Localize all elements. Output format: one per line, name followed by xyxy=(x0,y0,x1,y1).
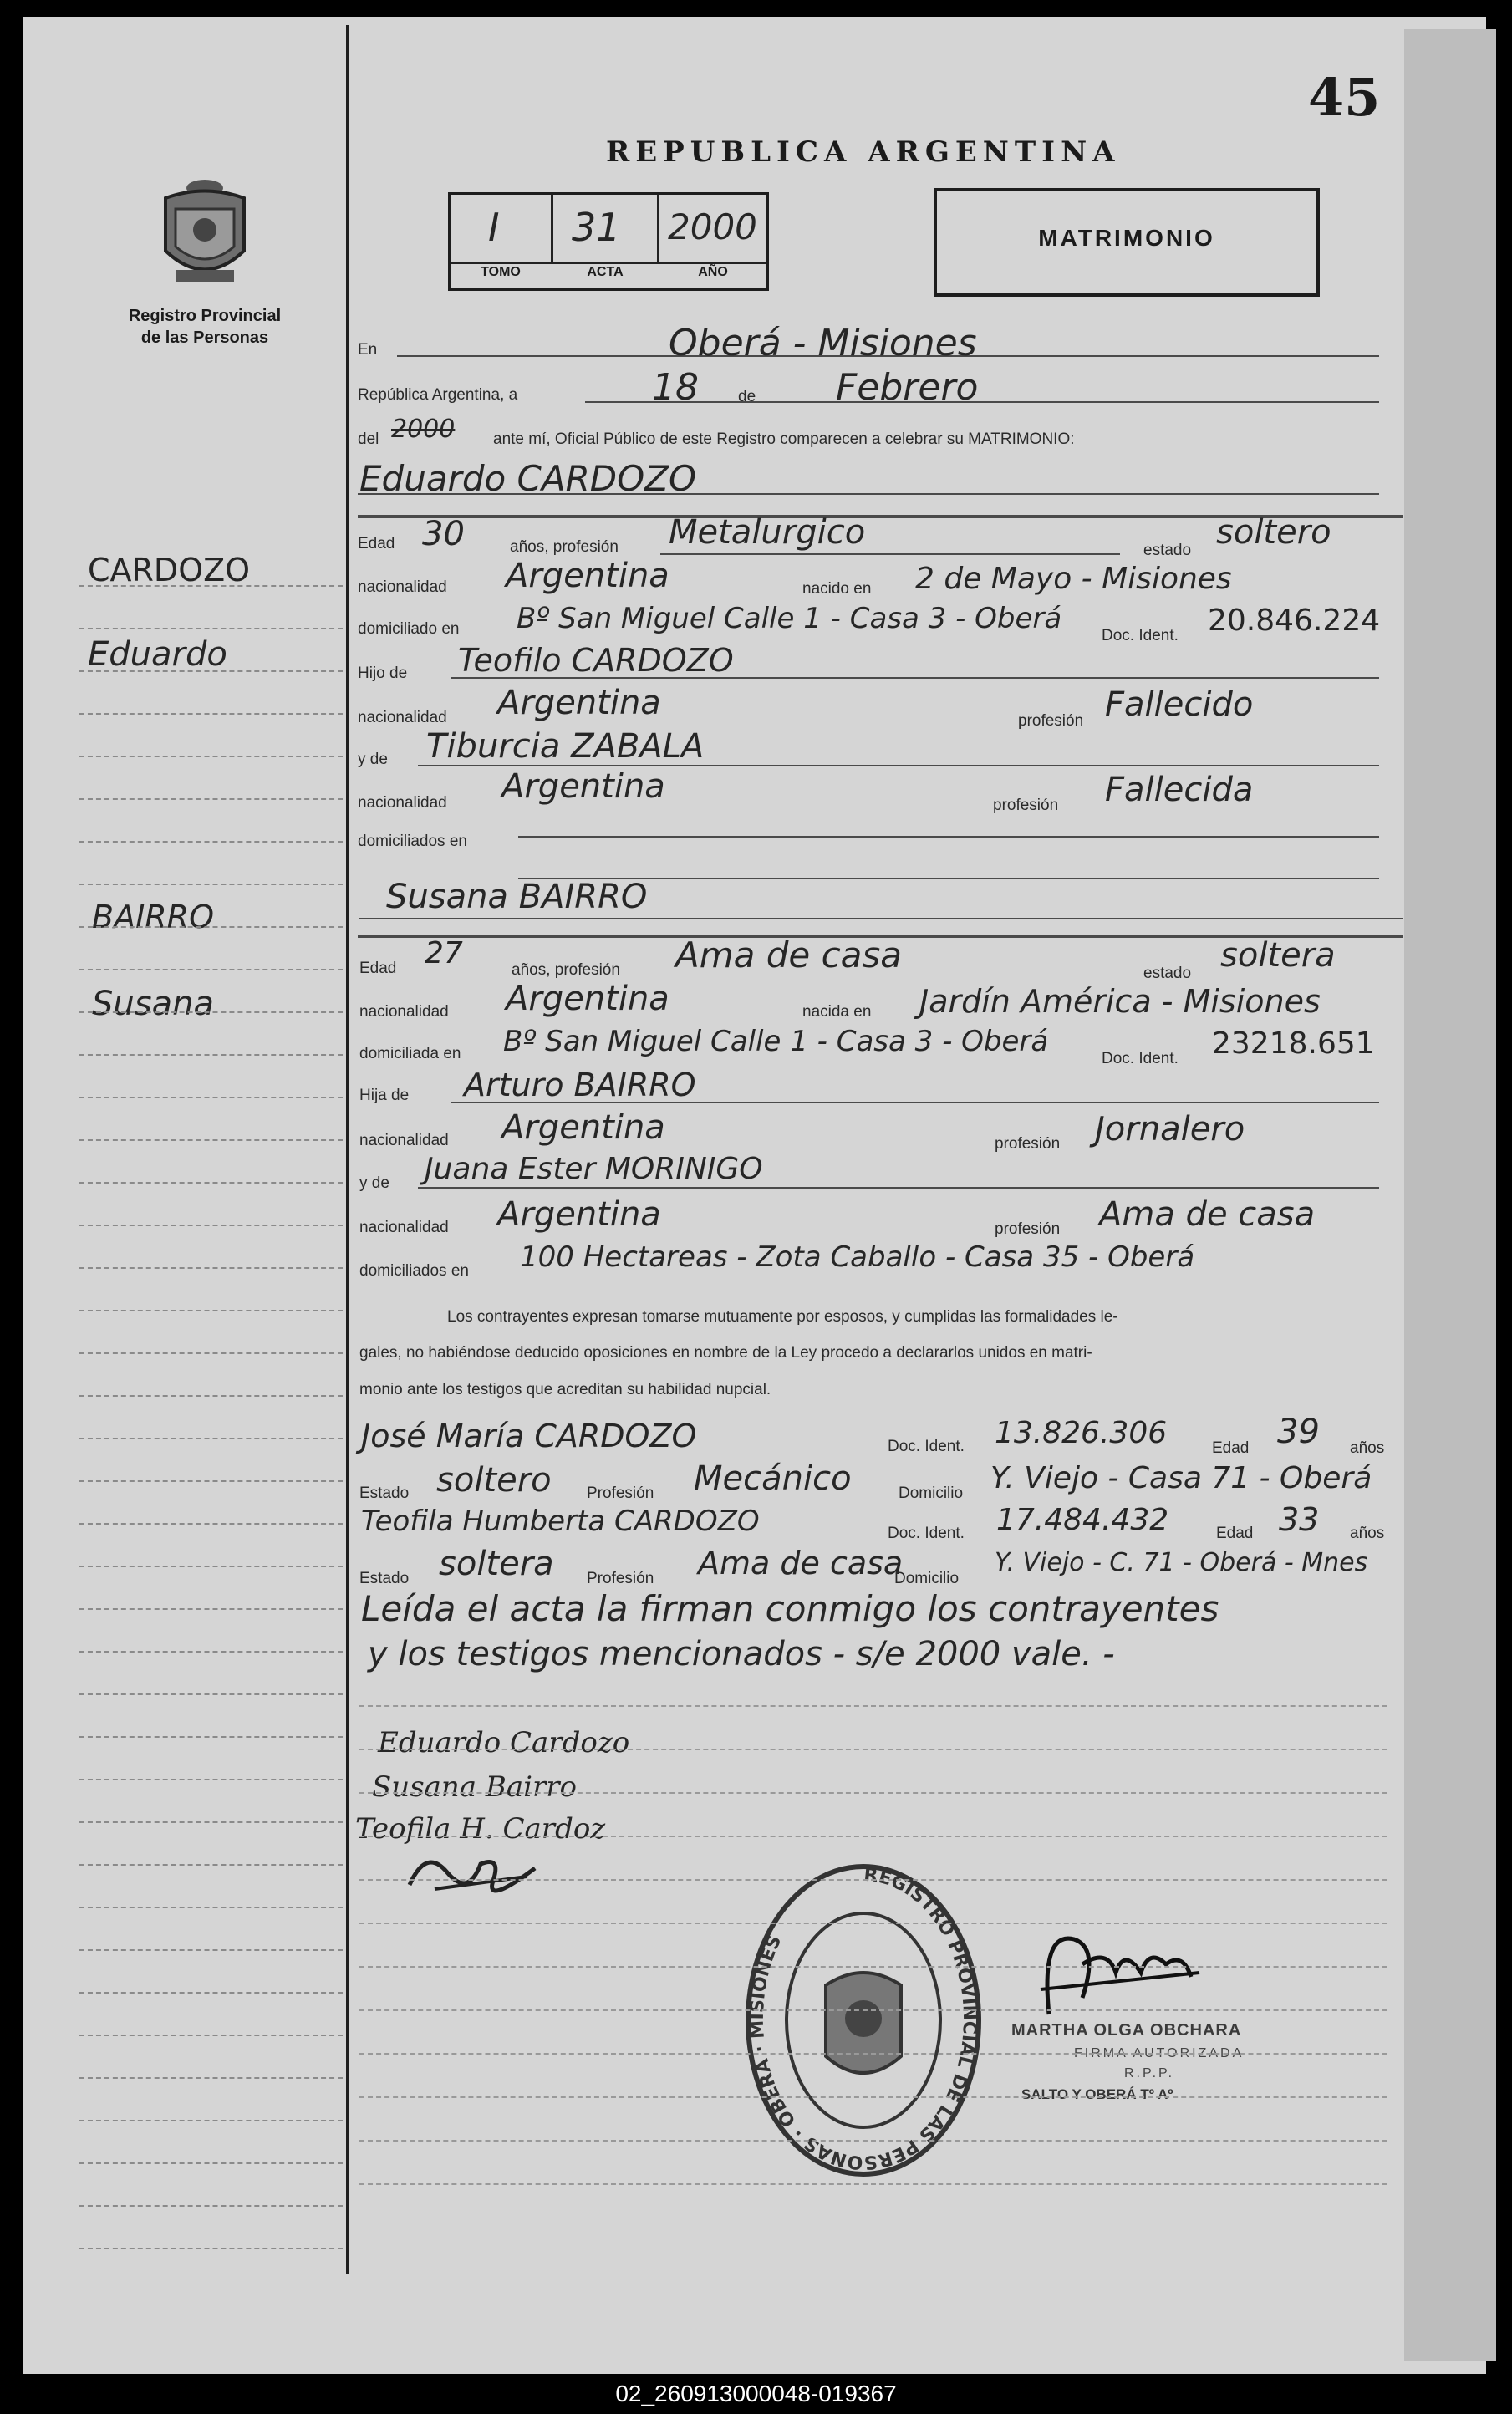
margin-ruled-line xyxy=(79,2205,343,2207)
legal-text-line3: monio ante los testigos que acreditan su habilidad nupcial. xyxy=(359,1381,771,1398)
bride-nacionalidad: Argentina xyxy=(506,980,669,1018)
bride-domicilio: Bº San Miguel Calle 1 - Casa 3 - Oberá xyxy=(503,1025,1049,1058)
groom-padre-nac: Argentina xyxy=(497,684,661,722)
margin-bride-first: Susana xyxy=(92,985,214,1023)
groom-nacido-label: nacido en xyxy=(802,580,872,598)
groom-yde-label: y de xyxy=(358,751,388,768)
groom-madre-nac-label: nacionalidad xyxy=(358,794,447,812)
signature-groom: Eduardo Cardozo xyxy=(378,1726,630,1760)
closing-line1: Leída el acta la firman conmigo los contrayentes xyxy=(361,1588,1219,1629)
signature-scribble xyxy=(401,1839,568,1897)
body-ruled-line xyxy=(359,1705,1387,1707)
margin-ruled-line xyxy=(79,1693,343,1695)
witness2-profesion: Ama de casa xyxy=(698,1545,904,1581)
official-org: R.P.P. xyxy=(1124,2066,1175,2080)
bride-dom-label: domiciliada en xyxy=(359,1045,461,1062)
bride-domiciliados-label: domiciliados en xyxy=(359,1262,469,1280)
margin-ruled-line xyxy=(79,1523,343,1525)
bride-madre-nac-label: nacionalidad xyxy=(359,1219,449,1236)
margin-ruled-line xyxy=(79,585,343,587)
margin-ruled-line xyxy=(79,670,343,672)
bride-madre-prof: Ama de casa xyxy=(1099,1195,1316,1234)
margin-ruled-line xyxy=(79,1352,343,1354)
groom-padre-prof: Fallecido xyxy=(1105,685,1254,724)
ano-value: 2000 xyxy=(668,206,757,247)
body-ruled-line xyxy=(359,1836,1387,1837)
margin-ruled-line xyxy=(79,1480,343,1482)
margin-ruled-line xyxy=(79,1779,343,1780)
body-ruled-line xyxy=(359,1879,1387,1881)
official-stamp xyxy=(742,1860,985,2182)
witness1-estado: soltero xyxy=(436,1461,552,1500)
bride-padre-nac-label: nacionalidad xyxy=(359,1132,449,1149)
bride-padre-prof: Jornalero xyxy=(1095,1110,1245,1148)
page-number: 45 xyxy=(1308,67,1381,128)
body-ruled-line xyxy=(359,2053,1387,2055)
witness2-domicilio-label: Domicilio xyxy=(894,1570,960,1587)
margin-ruled-line xyxy=(79,1821,343,1823)
coat-of-arms-emblem xyxy=(150,171,259,297)
margin-ruled-line xyxy=(79,1438,343,1439)
tomo-label: TOMO xyxy=(481,265,521,279)
witness2-domicilio: Y. Viejo - C. 71 - Oberá - Mnes xyxy=(995,1548,1368,1577)
margin-ruled-line xyxy=(79,1992,343,1994)
groom-anos-label: años, profesión xyxy=(510,538,619,556)
legal-text-line2: gales, no habiéndose deducido oposiciones en nombre de la Ley procedo a declararlos unidos en matri- xyxy=(359,1344,1092,1362)
groom-madre-nac: Argentina xyxy=(501,767,665,806)
groom-domiciliados-label: domiciliados en xyxy=(358,833,467,850)
registry-title-line2: de las Personas xyxy=(140,328,269,347)
margin-ruled-line xyxy=(79,713,343,715)
margin-ruled-line xyxy=(79,1225,343,1226)
registry-title xyxy=(88,305,322,349)
witness2-anos-label: años xyxy=(1350,1525,1385,1542)
groom-estado-label: estado xyxy=(1143,542,1192,559)
margin-ruled-line xyxy=(79,1011,343,1013)
groom-full-name: Eduardo CARDOZO xyxy=(359,458,696,499)
body-ruled-line xyxy=(359,2140,1387,2142)
republica-label: República Argentina, a xyxy=(358,386,518,404)
margin-ruled-line xyxy=(79,1651,343,1653)
witness2-profesion-label: Profesión xyxy=(587,1570,654,1587)
margin-groom-first: Eduardo xyxy=(88,635,227,674)
place-value: Oberá - Misiones xyxy=(669,322,977,364)
bride-madre: Juana Ester MORINIGO xyxy=(425,1152,763,1186)
margin-ruled-line xyxy=(79,2120,343,2121)
tomo-value: I xyxy=(488,205,500,250)
official-role: FIRMA AUTORIZADA xyxy=(1074,2046,1245,2060)
groom-padre-prof-label: profesión xyxy=(1018,712,1084,730)
bride-padre-nac: Argentina xyxy=(501,1108,665,1147)
groom-doc-label: Doc. Ident. xyxy=(1102,627,1179,644)
groom-edad: 30 xyxy=(422,515,465,553)
en-label: En xyxy=(358,341,378,359)
margin-ruled-line xyxy=(79,2077,343,2079)
bride-estado: soltera xyxy=(1220,936,1336,975)
groom-madre-prof-label: profesión xyxy=(993,797,1059,814)
body-ruled-line xyxy=(359,1792,1387,1794)
margin-ruled-line xyxy=(79,2248,343,2249)
witness1-domicilio: Y. Viejo - Casa 71 - Oberá xyxy=(990,1461,1372,1495)
margin-ruled-line xyxy=(79,841,343,843)
margin-ruled-line xyxy=(79,1864,343,1866)
margin-ruled-line xyxy=(79,1182,343,1184)
witness2-edad-label: Edad xyxy=(1216,1525,1254,1542)
bride-padre: Arturo BAIRRO xyxy=(464,1067,696,1103)
groom-nacionalidad: Argentina xyxy=(506,557,669,595)
margin-ruled-line xyxy=(79,969,343,970)
bride-anos-label: años, profesión xyxy=(512,961,620,979)
groom-estado: soltero xyxy=(1216,513,1331,552)
registry-title-line1: Registro Provincial xyxy=(128,307,282,325)
witness1-doc-label: Doc. Ident. xyxy=(888,1438,965,1455)
witness2-doc: 17.484.432 xyxy=(996,1503,1169,1537)
signature-bride: Susana Bairro xyxy=(372,1770,577,1804)
margin-rule xyxy=(346,25,349,2274)
bride-full-name: Susana BAIRRO xyxy=(386,878,648,916)
margin-ruled-line xyxy=(79,1054,343,1056)
bride-madre-prof-label: profesión xyxy=(995,1220,1061,1238)
bride-estado-label: estado xyxy=(1143,965,1192,982)
margin-bride-surname: BAIRRO xyxy=(92,899,214,935)
margin-ruled-line xyxy=(79,1267,343,1269)
bride-nacida-en: Jardín América - Misiones xyxy=(919,983,1321,1020)
margin-ruled-line xyxy=(79,756,343,757)
groom-madre-prof: Fallecida xyxy=(1105,771,1254,809)
witness2-doc-label: Doc. Ident. xyxy=(888,1525,965,1542)
footer-code: 02_260913000048-019367 xyxy=(615,2381,897,2406)
margin-ruled-line xyxy=(79,1139,343,1141)
body-ruled-line xyxy=(359,1749,1387,1750)
witness2-edad: 33 xyxy=(1279,1501,1320,1538)
margin-ruled-line xyxy=(79,2035,343,2036)
republic-title: REPUBLICA ARGENTINA xyxy=(606,135,1121,169)
year-value: 2000 xyxy=(391,415,456,444)
witness1-anos-label: años xyxy=(1350,1439,1385,1457)
witness1-doc: 13.826.306 xyxy=(995,1416,1168,1450)
del-label: del xyxy=(358,430,379,448)
margin-ruled-line xyxy=(79,884,343,885)
groom-doc: 20.846.224 xyxy=(1208,604,1381,638)
margin-ruled-line xyxy=(79,1949,343,1951)
month-value: Febrero xyxy=(836,366,979,409)
groom-hijo-label: Hijo de xyxy=(358,665,408,682)
groom-padre-nac-label: nacionalidad xyxy=(358,709,447,726)
bride-madre-nac: Argentina xyxy=(497,1195,661,1234)
bride-profesion: Ama de casa xyxy=(675,935,903,975)
margin-ruled-line xyxy=(79,798,343,800)
witness1-edad: 39 xyxy=(1277,1413,1320,1451)
margin-ruled-line xyxy=(79,1608,343,1610)
bride-padre-prof-label: profesión xyxy=(995,1135,1061,1153)
bride-edad: 27 xyxy=(425,936,463,970)
groom-nac-label: nacionalidad xyxy=(358,578,447,596)
witness2-name: Teofila Humberta CARDOZO xyxy=(361,1505,760,1538)
body-ruled-line xyxy=(359,2009,1387,2011)
body-ruled-line xyxy=(359,2096,1387,2098)
groom-nacido-en: 2 de Mayo - Misiones xyxy=(915,562,1232,596)
bride-nac-label: nacionalidad xyxy=(359,1003,449,1021)
bride-hija-label: Hija de xyxy=(359,1087,410,1104)
closing-line2: y los testigos mencionados - s/e 2000 vale. - xyxy=(368,1635,1115,1673)
page-edge xyxy=(1404,29,1496,2361)
witness1-estado-label: Estado xyxy=(359,1485,410,1502)
ano-label: AÑO xyxy=(698,265,728,279)
witness1-profesion-label: Profesión xyxy=(587,1485,654,1502)
bride-doc-label: Doc. Ident. xyxy=(1102,1050,1179,1067)
margin-ruled-line xyxy=(79,1736,343,1738)
margin-ruled-line xyxy=(79,1310,343,1311)
acta-label: ACTA xyxy=(587,265,624,279)
bride-doc: 23218.651 xyxy=(1212,1026,1375,1061)
body-ruled-line xyxy=(359,2183,1387,2185)
acta-value: 31 xyxy=(572,205,621,250)
day-value: 18 xyxy=(652,366,699,409)
body-ruled-line xyxy=(359,1923,1387,1924)
margin-ruled-line xyxy=(79,1566,343,1567)
bride-nacida-label: nacida en xyxy=(802,1003,872,1021)
margin-ruled-line xyxy=(79,628,343,629)
margin-ruled-line xyxy=(79,1395,343,1397)
bride-domiciliados: 100 Hectareas - Zota Caballo - Casa 35 - Oberá xyxy=(520,1240,1195,1274)
groom-domicilio: Bº San Miguel Calle 1 - Casa 3 - Oberá xyxy=(517,602,1062,635)
witness2-estado: soltera xyxy=(439,1545,554,1583)
document-type-box xyxy=(934,188,1320,297)
groom-padre: Teofilo CARDOZO xyxy=(458,642,734,679)
intro-text: ante mí, Oficial Público de este Registro comparecen a celebrar su MATRIMONIO: xyxy=(493,430,1075,448)
groom-madre: Tiburcia ZABALA xyxy=(426,727,705,766)
official-signature xyxy=(1024,1914,1208,2031)
body-ruled-line xyxy=(359,1966,1387,1968)
de-label: de xyxy=(738,388,756,405)
margin-ruled-line xyxy=(79,1097,343,1098)
margin-ruled-line xyxy=(79,2162,343,2164)
acta-number-box xyxy=(448,192,769,291)
signature-witness: Teofila H. Cardoz xyxy=(355,1812,606,1846)
witness1-domicilio-label: Domicilio xyxy=(899,1485,964,1502)
groom-profesion: Metalurgico xyxy=(669,513,866,552)
margin-ruled-line xyxy=(79,926,343,928)
bride-yde-label: y de xyxy=(359,1174,389,1192)
official-name: MARTHA OLGA OBCHARA xyxy=(1011,2021,1242,2040)
bride-edad-label: Edad xyxy=(359,960,397,977)
document-type: MATRIMONIO xyxy=(1038,225,1215,251)
margin-ruled-line xyxy=(79,1907,343,1908)
witness2-estado-label: Estado xyxy=(359,1570,410,1587)
stamp-text: REGISTRO PROVINCIAL DE LAS PERSONAS · OBERÁ · MISIONES xyxy=(746,1864,980,2173)
witness1-name: José María CARDOZO xyxy=(361,1418,697,1454)
legal-text-line1: Los contrayentes expresan tomarse mutuamente por esposos, y cumplidas las formalidades le- xyxy=(447,1308,1118,1326)
witness1-profesion: Mecánico xyxy=(694,1459,852,1498)
witness1-edad-label: Edad xyxy=(1212,1439,1250,1457)
official-office: SALTO Y OBERÁ Tº Aº xyxy=(1021,2086,1173,2102)
groom-edad-label: Edad xyxy=(358,535,395,553)
groom-dom-label: domiciliado en xyxy=(358,620,460,638)
margin-groom-surname: CARDOZO xyxy=(88,552,251,588)
